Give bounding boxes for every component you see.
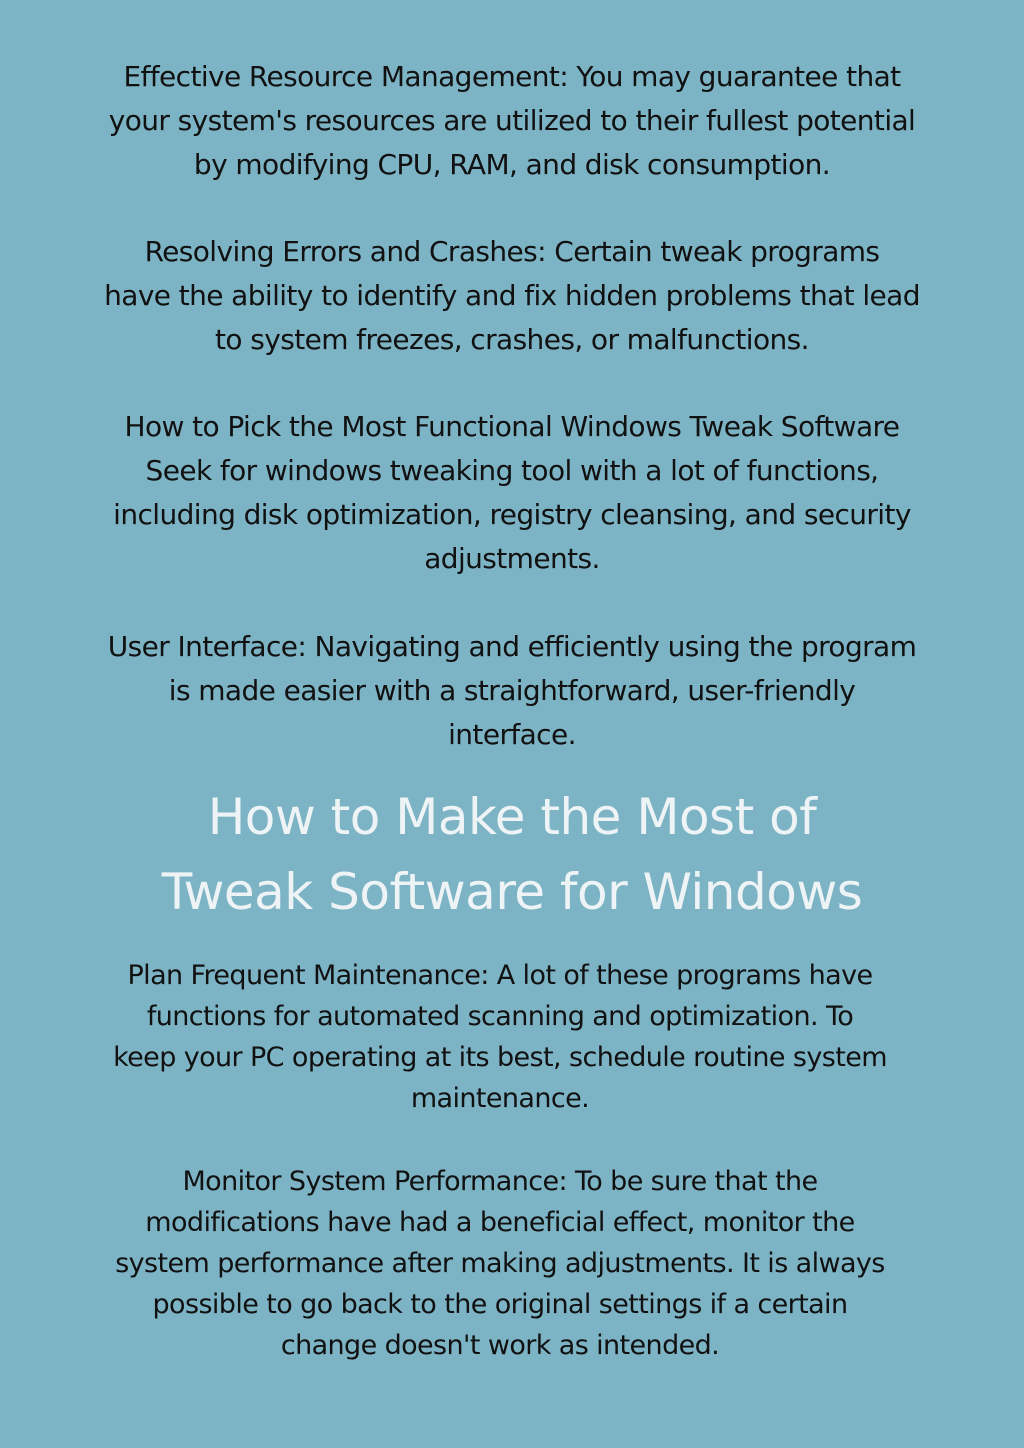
text-line: including disk optimization, registry cleansing, and security <box>113 498 911 531</box>
text-line: modifications have had a beneficial effect, monitor the <box>145 1207 855 1238</box>
paragraph-monitor-performance <box>0 1161 1000 1366</box>
text-line: system performance after making adjustments. It is always <box>115 1248 885 1279</box>
text-line: maintenance. <box>410 1083 590 1114</box>
text-line: Effective Resource Management: You may guarantee that <box>123 60 901 93</box>
text-line: change doesn't work as intended. <box>280 1330 720 1361</box>
heading-line: Tweak Software for Windows <box>161 863 863 921</box>
text-line: Plan Frequent Maintenance: A lot of these programs have <box>127 960 873 991</box>
text-line: User Interface: Navigating and efficiently using the program <box>107 630 917 663</box>
text-line: keep your PC operating at its best, schedule routine system <box>113 1042 887 1073</box>
text-line: interface. <box>448 718 576 751</box>
section-heading <box>0 780 1024 930</box>
text-line: Seek for windows tweaking tool with a lot of functions, <box>145 454 879 487</box>
text-line: is made easier with a straightforward, user-friendly <box>168 674 856 707</box>
text-line: Resolving Errors and Crashes: Certain tweak programs <box>144 235 880 268</box>
text-line: your system's resources are utilized to their fullest potential <box>108 104 916 137</box>
text-line: possible to go back to the original settings if a certain <box>152 1289 848 1320</box>
text-line: Monitor System Performance: To be sure that the <box>182 1166 818 1197</box>
paragraph-user-interface <box>0 625 1024 757</box>
text-line: How to Pick the Most Functional Windows Tweak Software <box>124 410 900 443</box>
text-line: by modifying CPU, RAM, and disk consumption. <box>193 148 831 181</box>
heading-line: How to Make the Most of <box>207 788 817 846</box>
text-line: have the ability to identify and fix hidden problems that lead <box>104 279 920 312</box>
paragraph-how-to-pick <box>0 405 1024 581</box>
text-line: adjustments. <box>424 542 600 575</box>
paragraph-resource-management <box>0 55 1024 187</box>
text-line: to system freezes, crashes, or malfunctions. <box>215 323 809 356</box>
paragraph-resolving-errors <box>0 230 1024 362</box>
text-line: functions for automated scanning and optimization. To <box>146 1001 854 1032</box>
paragraph-plan-maintenance <box>0 955 1000 1119</box>
